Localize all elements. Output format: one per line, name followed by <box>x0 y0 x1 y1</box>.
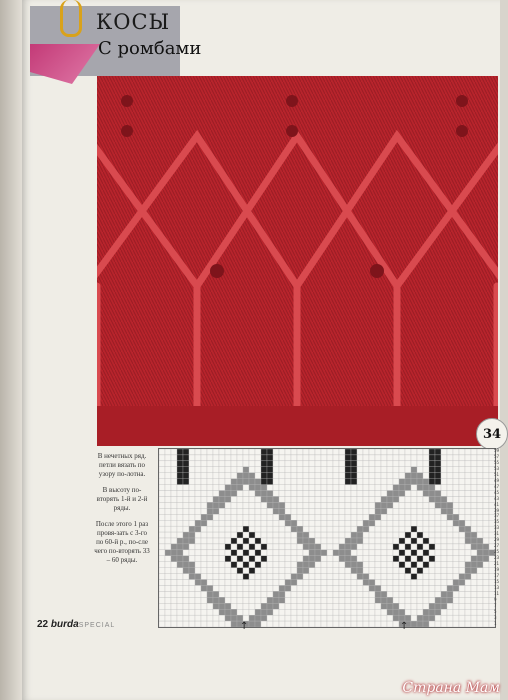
page-title: КОСЫ <box>96 10 171 34</box>
chart-row-number: 29 <box>494 537 500 543</box>
chart-row-number: 3 <box>494 614 497 620</box>
chart-row-number: 57 <box>494 453 500 459</box>
chart-row-number: 27 <box>494 543 500 549</box>
brand-logo: burda <box>50 619 79 630</box>
chart-row-number: 17 <box>494 573 500 579</box>
chart-row-number: 47 <box>494 483 500 489</box>
chart-row-number: 23 <box>494 555 500 561</box>
chart-row-number: 37 <box>494 513 500 519</box>
chart-row-number: 43 <box>494 495 500 501</box>
chart-row-number: 13 <box>494 584 500 590</box>
chart-row-number: 11 <box>494 590 500 596</box>
chart-row-number: 33 <box>494 525 500 531</box>
knitted-sample-photo <box>97 76 498 446</box>
chart-row-number: 1 <box>494 620 497 626</box>
page-footer <box>37 619 115 630</box>
page-number: 22 <box>37 619 49 630</box>
edition-label: SPECIAL <box>78 622 116 629</box>
instruction-paragraph: В высоту по-вторять 1-й и 2-й ряды. <box>96 486 148 512</box>
knitting-chart <box>158 448 496 628</box>
chart-row-number: 25 <box>494 549 500 555</box>
page-subtitle: С ромбами <box>98 38 202 59</box>
chart-row-number: 39 <box>494 507 500 513</box>
instruction-paragraph: После этого 1 раз провя-зать с 3-го по 60-й р., по-сле чего по-вторять 33 – 60 ряды. <box>94 520 150 564</box>
binder-edge <box>0 0 22 700</box>
chart-row-number: 5 <box>494 608 497 614</box>
pattern-number-badge: 34 <box>476 418 508 450</box>
chart-row-number: 59 <box>494 448 500 453</box>
chart-row-number: 55 <box>494 459 500 465</box>
chart-row-number: 9 <box>494 596 497 602</box>
repeat-arrow-icon: ↑ <box>400 621 409 632</box>
knitted-sample-image <box>97 76 498 446</box>
chart-row-numbers <box>494 448 506 626</box>
watermark: Страна Мам <box>402 680 500 696</box>
chart-row-number: 53 <box>494 465 500 471</box>
chart-row-number: 45 <box>494 489 500 495</box>
chart-row-number: 31 <box>494 531 500 537</box>
chart-cells <box>159 449 495 627</box>
knitting-chart-grid <box>159 449 495 627</box>
chart-row-number: 51 <box>494 471 500 477</box>
chart-row-number: 49 <box>494 477 500 483</box>
chart-row-number: 41 <box>494 501 500 507</box>
chart-row-number: 19 <box>494 567 500 573</box>
chart-row-number: 35 <box>494 519 500 525</box>
chart-row-number: 7 <box>494 602 497 608</box>
instructions-text <box>93 452 151 572</box>
repeat-arrow-icon: ↑ <box>240 621 249 632</box>
chart-row-number: 21 <box>494 561 500 567</box>
paperclip-icon <box>60 0 82 37</box>
instruction-paragraph: В нечетных ряд. петли вязать по узору по-лотна. <box>97 452 147 478</box>
chart-row-number: 15 <box>494 578 500 584</box>
